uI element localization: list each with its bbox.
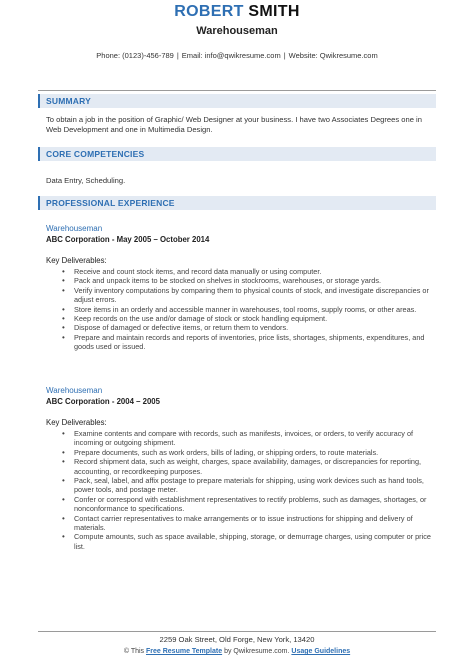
footer-divider <box>38 631 436 632</box>
list-item: • Store items in an orderly and accessible manner in warehouses, tool rooms, supply rooms, or other areas. <box>62 305 434 314</box>
resume-header <box>0 0 474 61</box>
job-company: ABC Corporation - May 2005 – October 2014 <box>46 235 210 244</box>
summary-text: To obtain a job in the position of Graphic/ Web Designer at your business. I have two Associates Degrees one in Web Development and one in Multimedia Design. <box>46 115 422 134</box>
usage-guidelines-link[interactable]: Usage Guidelines <box>291 648 351 655</box>
job-role: Warehouseman <box>196 25 278 37</box>
first-name: ROBERT <box>174 3 244 20</box>
last-name: SMITH <box>248 3 300 20</box>
copyright-prefix: © This <box>123 648 145 655</box>
list-item: • Receive and count stock items, and record data manually or using computer. <box>62 267 434 276</box>
key-deliverables-label: Key Deliverables: <box>46 256 107 265</box>
list-item: • Compute amounts, such as space available, shipping, storage, or demurrage charges, using computer or price list. <box>62 532 434 551</box>
list-item: • Pack, seal, label, and affix postage to prepare materials for shipping, using work devices such as hand tools, power tools, and postage meter. <box>62 476 434 495</box>
footer-address: 2259 Oak Street, Old Forge, New York, 13420 <box>159 635 315 644</box>
contact-email: Email: info@qwikresume.com <box>181 51 281 60</box>
list-item: • Confer or correspond with establishment representatives to rectify problems, such as damages, shortages, or nonconformance to specifications. <box>62 495 434 514</box>
experience-heading: PROFESSIONAL EXPERIENCE <box>38 196 436 210</box>
contact-separator: | <box>176 51 179 60</box>
list-item: • Prepare documents, such as work orders, bills of lading, or shipping orders, to route materials. <box>62 448 434 457</box>
list-item: • Prepare and maintain records and reports of inventories, price lists, shortages, shipments, expenditures, and goods used or issued. <box>62 333 434 352</box>
contact-line <box>0 51 474 61</box>
list-item: • Keep records on the use and/or damage of stock or stock handling equipment. <box>62 314 434 323</box>
list-item: • Verify inventory computations by comparing them to physical counts of stock, and investigate discrepancies or adjust errors. <box>62 286 434 305</box>
job-title: Warehouseman <box>46 224 103 233</box>
contact-separator: | <box>283 51 286 60</box>
competencies-heading: CORE COMPETENCIES <box>38 147 436 161</box>
job-title: Warehouseman <box>46 386 103 395</box>
summary-heading: SUMMARY <box>38 94 436 108</box>
free-resume-template-link[interactable]: Free Resume Template <box>146 648 223 655</box>
list-item: • Dispose of damaged or defective items, or return them to vendors. <box>62 323 434 332</box>
deliverables-list <box>62 429 434 551</box>
list-item: • Record shipment data, such as weight, charges, space availability, damages, or discrepancies for reporting, accounting, or recordkeeping purposes. <box>62 457 434 476</box>
list-item: • Contact carrier representatives to make arrangements or to issue instructions for shipping and delivery of materials. <box>62 514 434 533</box>
list-item: • Examine contents and compare with records, such as manifests, invoices, or orders, to verify accuracy of incoming or outgoing shipment. <box>62 429 434 448</box>
contact-phone: Phone: (0123)-456-789 <box>96 51 174 60</box>
header-divider <box>38 90 436 91</box>
key-deliverables-label: Key Deliverables: <box>46 418 107 427</box>
contact-website: Website: Qwikresume.com <box>288 51 378 60</box>
deliverables-list <box>62 267 434 352</box>
copyright-by: by Qwikresume.com. <box>224 648 290 655</box>
footer-copyright <box>0 647 474 657</box>
competencies-text: Data Entry, Scheduling. <box>46 176 126 185</box>
list-item: • Pack and unpack items to be stocked on shelves in stockrooms, warehouses, or storage yards. <box>62 276 434 285</box>
job-company: ABC Corporation - 2004 – 2005 <box>46 397 160 406</box>
candidate-name <box>0 2 474 22</box>
